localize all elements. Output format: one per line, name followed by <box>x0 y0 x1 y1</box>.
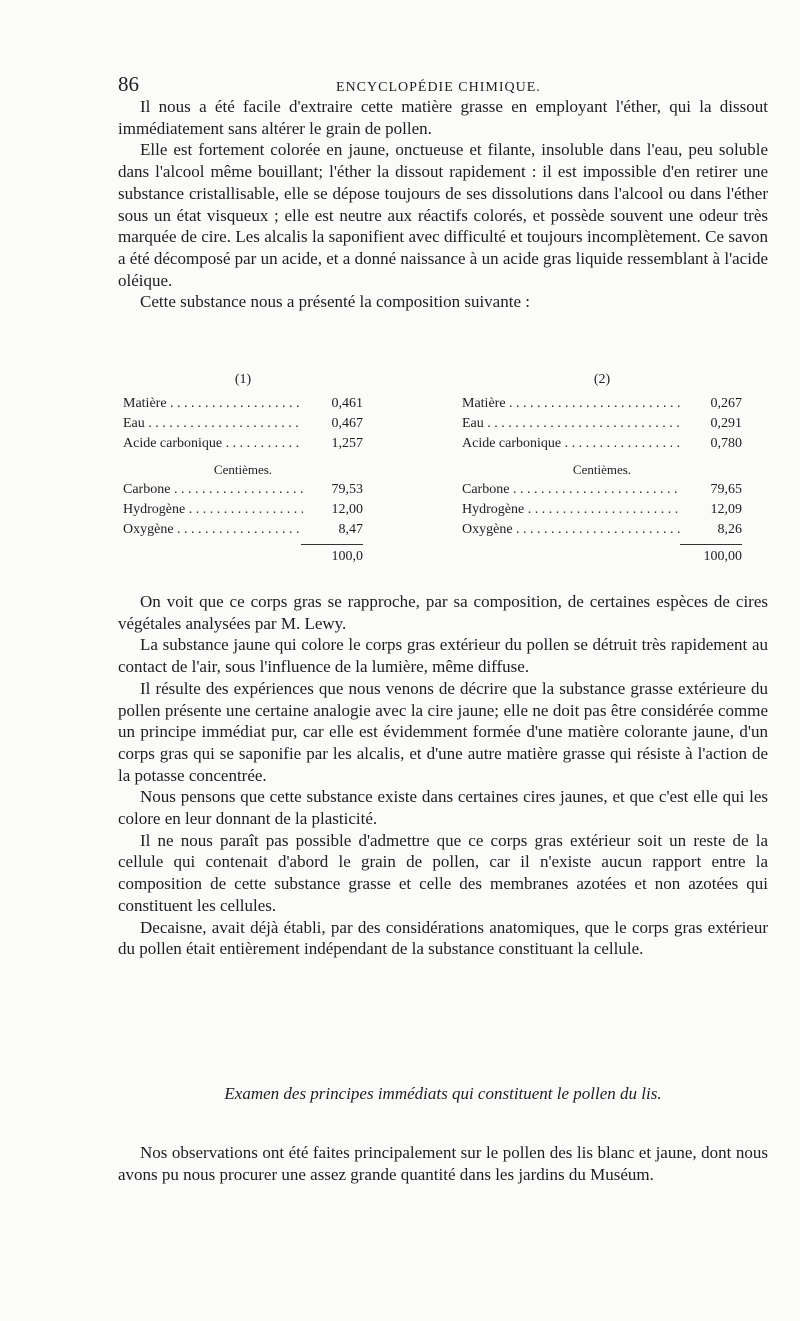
table-row <box>462 434 742 454</box>
row-value: 0,461 <box>331 396 363 411</box>
row-value: 0,780 <box>710 436 742 451</box>
row-value: 0,267 <box>710 396 742 411</box>
paragraph: On voit que ce corps gras se rapproche, par sa composition, de certaines espèces de cires végétales analysées par M. Lewy. <box>118 592 768 633</box>
table-subheading: Centièmes. <box>572 462 632 477</box>
row-label: Acide carbonique . . . <box>123 434 303 454</box>
paragraph: Elle est fortement colorée en jaune, onctueuse et filante, insoluble dans l'eau, peu soluble dans l'alcool même bouillant; l'éther la dissout rapidement : il est impossible d'en retirer une substance cristallisable, elle se dépose toujours de ses dissolutions dans l'alcool ou dans l'éther sous un état visqueux ; elle est neutre aux réactifs colorés, et possède souvent une odeur très marquée de cire. Les alcalis la saponifient avec difficulté et toujours incomplètement. Ce savon a été décomposé par un acide, et a donné naissance à un acide gras liquide ressemblant à l'acide oléique. <box>118 140 768 290</box>
text-block-middle <box>118 591 768 960</box>
table-row <box>123 480 363 500</box>
table-row <box>123 394 363 414</box>
row-label: Eau . . . <box>462 414 682 434</box>
table-total: 100,00 <box>703 549 742 564</box>
row-label: Matière . . . <box>462 394 682 414</box>
paragraph: La substance jaune qui colore le corps gras extérieur du pollen se détruit très rapidement au contact de l'air, sous l'influence de la lumière, même diffuse. <box>118 635 768 677</box>
row-label: Oxygène . . . <box>462 520 682 540</box>
row-label: Eau . . . <box>123 414 303 434</box>
row-label: Hydrogène . . . <box>123 500 303 520</box>
text-block-bottom <box>118 1142 768 1185</box>
table-subheading: Centièmes. <box>213 462 273 477</box>
paragraph: Il ne nous paraît pas possible d'admettre que ce corps gras extérieur soit un reste de la cellule qui contenait d'abord le grain de pollen, car il n'existe aucun rapport entre la composition de cette substance grasse et celle des membranes azotées et non azotées qui constituent les cellules. <box>118 830 768 915</box>
page-number: 86 <box>118 72 139 96</box>
table-row <box>123 520 363 540</box>
row-label: Carbone . . . <box>123 480 303 500</box>
paragraph: Il résulte des expériences que nous venons de décrire que la substance grasse extérieure du pollen présente une certaine analogie avec la cire jaune; elle ne doit pas être considérée comme un principe immédiat pur, car elle est évidemment formée d'une matière colorante jaune, d'un corps gras qui se saponifie par les alcalis, et d'une autre matière grasse qui résiste à l'action de la potasse concentrée. <box>118 678 768 785</box>
section-heading: Examen des principes immédiats qui constituent le pollen du lis. <box>224 1084 662 1103</box>
table-heading: (2) <box>593 372 611 387</box>
row-label: Hydrogène . . . <box>462 500 682 520</box>
row-value: 1,257 <box>331 436 363 451</box>
row-label: Carbone . . . <box>462 480 682 500</box>
row-value: 79,53 <box>331 482 363 497</box>
table-row <box>462 480 742 500</box>
paragraph: Il nous a été facile d'extraire cette matière grasse en employant l'éther, qui la dissout immédiatement sans altérer le grain de pollen. <box>118 97 768 138</box>
table-total: 100,0 <box>331 549 363 564</box>
row-value: 0,467 <box>331 416 363 431</box>
row-value: 8,47 <box>338 522 363 537</box>
paragraph: Decaisne, avait déjà établi, par des considérations anatomiques, que le corps gras extérieur du pollen était entièrement indépendant de la substance constituant la cellule. <box>118 917 768 959</box>
table-row <box>462 394 742 414</box>
table-row <box>123 500 363 520</box>
running-title: ENCYCLOPÉDIE CHIMIQUE. <box>336 80 541 95</box>
table-heading: (1) <box>234 372 252 387</box>
row-label: Oxygène . . . <box>123 520 303 540</box>
row-value: 79,65 <box>710 482 742 497</box>
text-block-top <box>118 96 768 313</box>
paragraph: Cette substance nous a présenté la composition suivante : <box>140 292 530 312</box>
row-value: 12,09 <box>710 502 742 517</box>
row-value: 0,291 <box>710 416 742 431</box>
row-label: Acide carbonique . . . <box>462 434 682 454</box>
row-label: Matière . . . <box>123 394 303 414</box>
paragraph: Nos observations ont été faites principalement sur le pollen des lis blanc et jaune, dont nous avons pu nous procurer une assez grande quantité dans les jardins du Muséum. <box>118 1143 768 1184</box>
composition-table-2 <box>462 372 742 569</box>
row-value: 12,00 <box>331 502 363 517</box>
paragraph: Nous pensons que cette substance existe dans certaines cires jaunes, et que c'est elle qui les colore en leur donnant de la plasticité. <box>118 787 768 829</box>
table-row <box>123 414 363 434</box>
table-row <box>462 500 742 520</box>
composition-table-1 <box>123 372 363 569</box>
row-value: 8,26 <box>717 522 742 537</box>
table-row <box>462 520 742 540</box>
table-row <box>123 434 363 454</box>
table-row <box>462 414 742 434</box>
